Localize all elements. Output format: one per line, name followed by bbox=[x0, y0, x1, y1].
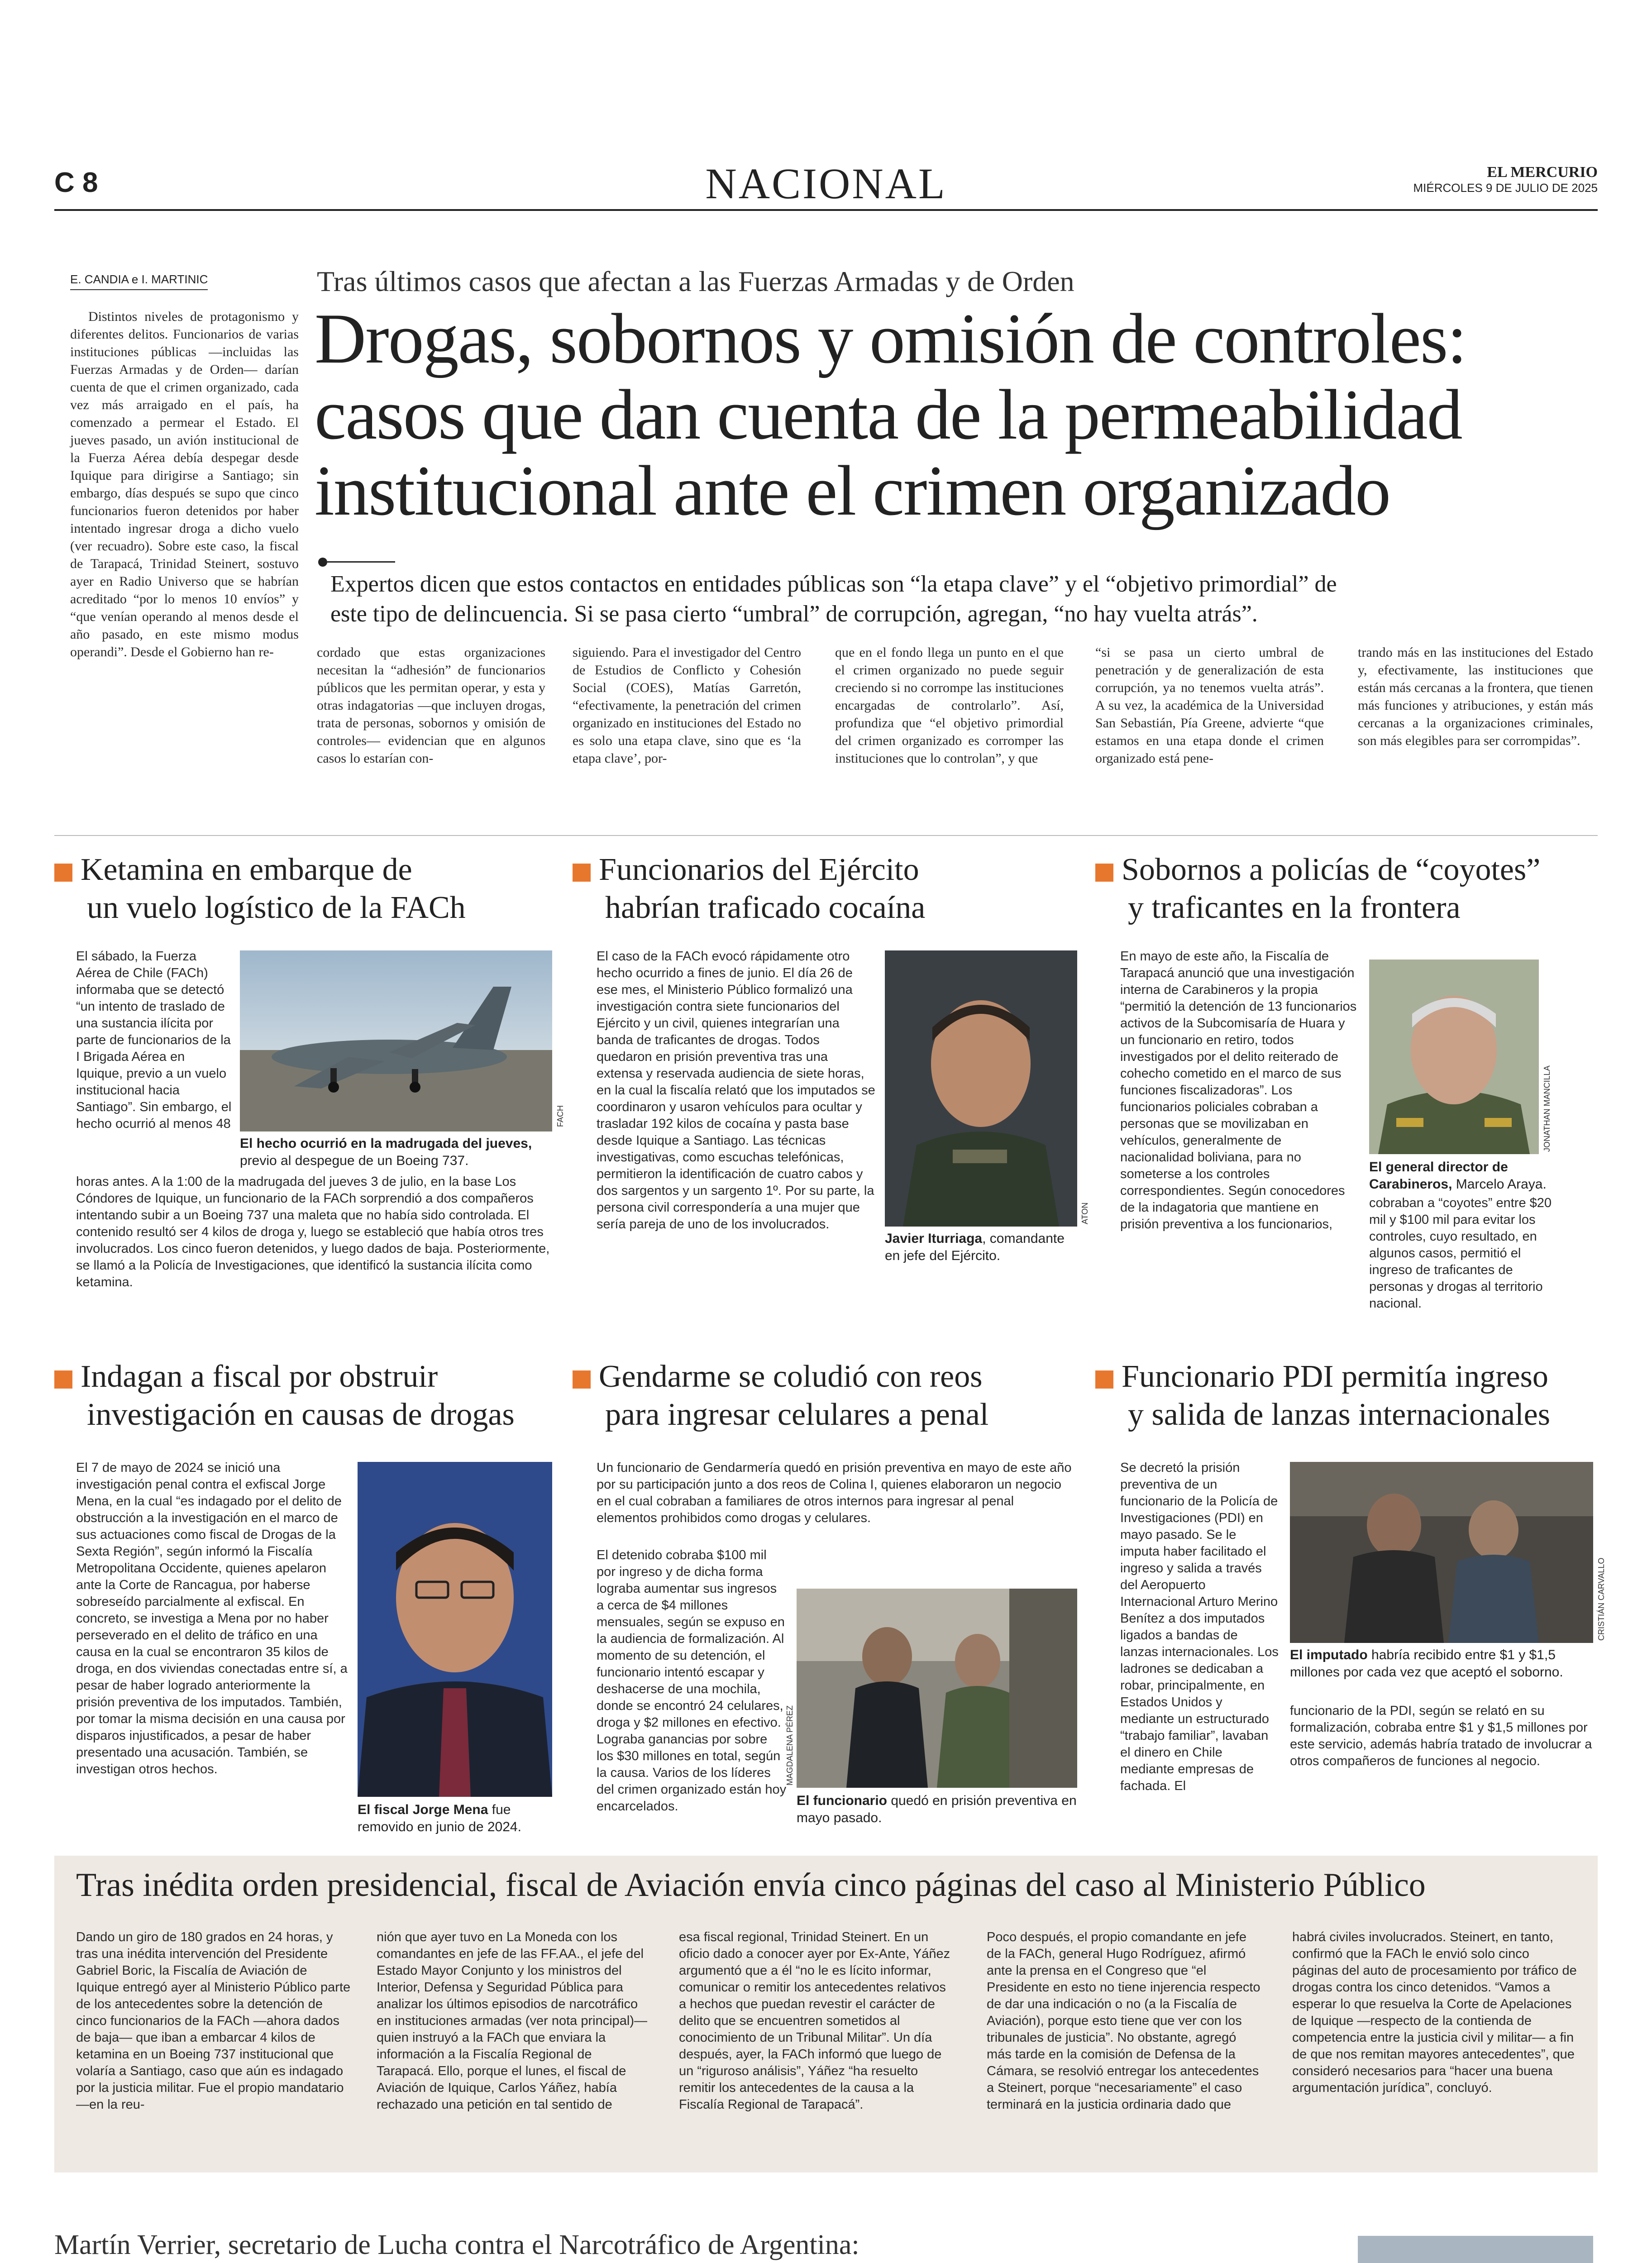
portrait-icon bbox=[1358, 2236, 1593, 2263]
orange-square-icon bbox=[54, 864, 72, 882]
box-pdi-body-b: funcionario de la PDI, según se relató en su formalización, cobraba entre $1 y $1,5 millones por este servicio, además habría tratado de involucrar a otros compañeros de funciones al negocio. bbox=[1290, 1704, 1592, 1768]
box-ejercito-body: El caso de la FACh evocó rápidamente otro hecho ocurrido a fines de junio. El día 26 de ese mes, el Ministerio Público formalizó una investigación contra siete funcionarios del Ejército y un civil, quienes integrarían una banda de traficantes de drogas. Todos quedaron en prisión preventiva tras una extensa y reservada audiencia de siete horas, en la cual la fiscalía relató que los imputados se coordinaron y usaron vehículos para ocultar y trasladar 192 kilos de cocaína y pasta base desde Iquique a Santiago. Las técnicas investigativas, como escuchas telefónicas, permitieron la identificación de cuatro cabos y dos sargentos y un sargento 1º. Por su parte, la persona civil correspondería a una mujer que sería pareja de uno de los involucrados. bbox=[597, 949, 875, 1232]
page-number: C 8 bbox=[54, 167, 98, 198]
kicker: Tras últimos casos que afectan a las Fuerzas Armadas y de Orden bbox=[317, 265, 1074, 297]
box-sobornos-caption: El general director de Carabineros, Marcelo Araya. bbox=[1369, 1160, 1547, 1192]
section-name: NACIONAL bbox=[705, 159, 947, 208]
fiscal-col-5: habrá civiles involucrados. Steinert, en tanto, confirmó que la FACh le envió solo cinco páginas del auto de procesamiento por tráfico de drogas contra los cinco detenidos. “Vamos a esperar lo que resuelva la Corte de Apelaciones de Iquique —respecto de la contienda de competencia entre la justicia civil y militar— a fin de que nos remitan mayores antecedentes”, que consideró necesarios para “hacer una buena argumentación jurídica”, concluyó. bbox=[1292, 1930, 1577, 2095]
verrier-photo bbox=[1358, 2236, 1593, 2263]
deck bbox=[330, 569, 1337, 629]
box-fiscal-title: Indagan a fiscal por obstruir investigación en causas de drogas bbox=[54, 1358, 515, 1434]
airplane-icon bbox=[240, 950, 552, 1132]
fiscal-col-1: Dando un giro de 180 grados en 24 horas, y tras una inédita intervención del Presidente Gabriel Boric, la Fiscalía de Aviación de Iquique entregó ayer al Ministerio Público parte de los antecedentes sobre la detención de cinco funcionarios de la FACh —ahora dados de baja— que iban a embarcar 4 kilos de ketamina en un Boeing 737 institucional que volaría a Santiago, caso que aún es indagado por la justicia militar. Fue el propio mandatario —en la reu- bbox=[76, 1930, 351, 2112]
fiscal-col-4: Poco después, el propio comandante en jefe de la FACh, general Hugo Rodríguez, afirmó ante la prensa en el Congreso que “el Presidente en esto no tiene injerencia respecto de dar una indicación o no (a la Fiscalía de Aviación), porque esto tiene que ver con los tribunales de justicia”. No obstante, agregó más tarde en la comisión de Defensa de la Cámara, se resolvió entregar los antecedentes a Steinert, porque “necesariamente” el caso terminará en la justicia ordinaria dado que bbox=[987, 1930, 1260, 2112]
box-gendarme-body-b: El detenido cobraba $100 mil por ingreso y de dicha forma lograba aumentar sus ingresos a cerca de $4 millones mensuales, según se expuso en la audiencia de formalización. Al momento de su detención, el funcionario intentó escapar y deshacerse de una mochila, donde se encontró 24 celulares, droga y $2 millones en efectivo. Lograba ganancias por sobre los $30 millones en total, según la causa. Varios de los líderes del crimen organizado están hoy encarcelados. bbox=[597, 1548, 787, 1814]
main-col-4: que en el fondo llega un punto en el que el crimen organizado no puede seguir creciendo si no corrompe las instituciones encargadas de controlarlo”. Así, profundiza que “el objetivo primordial del crimen organizado es corromper las instituciones que lo controlan”, y que bbox=[835, 645, 1064, 766]
portrait-icon bbox=[1369, 960, 1539, 1154]
photo-credit: FACH bbox=[556, 1105, 565, 1127]
box-sobornos-title: Sobornos a policías de “coyotes” y traficantes en la frontera bbox=[1095, 851, 1540, 927]
header-rule bbox=[54, 209, 1598, 211]
arrest-scene-icon bbox=[797, 1589, 1077, 1788]
orange-square-icon bbox=[573, 1370, 591, 1389]
headline bbox=[315, 301, 1466, 529]
interview-kicker: Martín Verrier, secretario de Lucha contra el Narcotráfico de Argentina: bbox=[54, 2230, 859, 2260]
box-ketamina-body-a: El sábado, la Fuerza Aérea de Chile (FACh) informaba que se detectó “un intento de traslado de una sustancia ilícita por parte de funcionarios de la I Brigada Aérea en Iquique, previo a un vuelo institucional hacia Santiago”. Sin embargo, el hecho ocurrió al menos 48 bbox=[76, 949, 232, 1131]
box-fiscal-caption: El fiscal Jorge Mena fue removido en junio de 2024. bbox=[358, 1802, 521, 1834]
fiscal-col-2: nión que ayer tuvo en La Moneda con los comandantes en jefe de las FF.AA., el jefe del Estado Mayor Conjunto y los ministros del Interior, Defensa y Seguridad Pública para analizar los últimos episodios de narcotráfico en instituciones armadas (ver nota principal)— quien instruyó a la FACh que enviara la información a la Fiscalía Regional de Tarapacá. Ello, porque el lunes, el fiscal de Aviación de Iquique, Carlos Yáñez, había rechazado una petición en tal sentido de bbox=[377, 1930, 647, 2112]
box-sobornos-body-b: cobraban a “coyotes” entre $20 mil y $100 mil para evitar los controles, cuyo resultado, en algunos casos, permitió el ingreso de traficantes de personas y drogas al territorio nacional. bbox=[1369, 1196, 1552, 1311]
deck-line-2: este tipo de delincuencia. Si se pasa cierto “umbral” de corrupción, agregan, “no hay vuelta atrás”. bbox=[330, 601, 1258, 627]
headline-line-1: Drogas, sobornos y omisión de controles: bbox=[315, 299, 1466, 378]
main-col-2: cordado que estas organizaciones necesitan la “adhesión” de funcionarios públicos que les permitan operar, y esta y otras indagatorias —que incluyen drogas, trata de personas, sobornos y omisión de controles— evidencian que en algunos casos lo estarían con- bbox=[317, 645, 545, 766]
araya-photo bbox=[1369, 960, 1539, 1154]
byline: E. CANDIA e I. MARTINIC bbox=[70, 272, 208, 290]
box-ketamina-title: Ketamina en embarque de un vuelo logístico de la FACh bbox=[54, 851, 466, 927]
main-col-5: “si se pasa un cierto umbral de penetración y de generalización de esta corrupción, ya no tenemos vuelta atrás”. A su vez, la académica de la Universidad San Sebastián, Pía Greene, advierte “que estamos en una etapa donde el crimen organizado está pene- bbox=[1095, 645, 1324, 766]
box-sobornos-body-a: En mayo de este año, la Fiscalía de Tarapacá anunció que una investigación interna de Carabineros y la propia “permitió la detención de 13 funcionarios activos de la Subcomisaría de Huara y un funcionario en retiro, todos investigados por el delito reiterado de cohecho cometido en el marco de sus funciones fiscalizadoras”. Los funcionarios policiales cobraban a personas que se movilizaban en vehículos, generalmente de nacionalidad boliviana, para no someterse a los controles correspondientes. Según conocedores de la indagatoria que mantiene en prisión preventiva a los funcionarios, bbox=[1120, 949, 1357, 1232]
mena-photo bbox=[358, 1462, 552, 1797]
photo-credit: ATON bbox=[1080, 1202, 1089, 1224]
headline-line-2: casos que dan cuenta de la permeabilidad bbox=[315, 375, 1462, 454]
photo-credit: MAGDALENA PÉREZ bbox=[785, 1705, 794, 1786]
portrait-icon bbox=[885, 950, 1077, 1227]
fiscal-box-title: Tras inédita orden presidencial, fiscal de Aviación envía cinco páginas del caso al Ministerio Público bbox=[76, 1867, 1426, 1904]
fach-plane-photo bbox=[240, 950, 552, 1132]
headline-line-3: institucional ante el crimen organizado bbox=[315, 451, 1390, 530]
fiscal-col-3: esa fiscal regional, Trinidad Steinert. En un oficio dado a conocer ayer por Ex-Ante, Yáñez argumentó que a él “no le es lícito informar, comunicar o remitir los antecedentes relativos a hechos que puedan revestir el carácter de delito que se encuentren sometidos al conocimiento de un Tribunal Militar”. Un día después, ayer, la FACh informó que luego de un “riguroso análisis”, Yáñez “ha resuelto remitir los antecedentes de la causa a la Fiscalía Regional de Tarapacá”. bbox=[679, 1930, 950, 2112]
box-ketamina-caption: El hecho ocurrió en la madrugada del jueves, previo al despegue de un Boeing 737. bbox=[240, 1136, 532, 1168]
box-pdi-title: Funcionario PDI permitía ingreso y salida de lanzas internacionales bbox=[1095, 1358, 1550, 1434]
orange-square-icon bbox=[573, 864, 591, 882]
photo-credit: JONATHAN MANCILLA bbox=[1542, 1065, 1552, 1152]
box-gendarme-caption: El funcionario quedó en prisión preventiva en mayo pasado. bbox=[797, 1793, 1077, 1825]
main-col-3: siguiendo. Para el investigador del Centro de Estudios de Conflicto y Cohesión Social (COES), Matías Garretón, “efectivamente, la penetración del crimen organizado en instituciones del Estado no es solo una etapa clave, sino que es ‘la etapa clave’, por- bbox=[573, 645, 801, 766]
orange-square-icon bbox=[1095, 1370, 1113, 1389]
photo-credit: CRISTIÁN CARVALLO bbox=[1597, 1557, 1606, 1641]
deck-line-1: Expertos dicen que estos contactos en entidades públicas son “la etapa clave” y el “objetivo primordial” de bbox=[330, 571, 1337, 597]
orange-square-icon bbox=[1095, 864, 1113, 882]
portrait-icon bbox=[358, 1462, 552, 1797]
orange-square-icon bbox=[54, 1370, 72, 1389]
pdi-photo bbox=[1290, 1462, 1593, 1643]
deck-rule bbox=[327, 561, 395, 563]
box-fiscal-body: El 7 de mayo de 2024 se inició una investigación penal contra el exfiscal Jorge Mena, en la cual “es indagado por el delito de obstrucción a la investigación en el marco de sus actuaciones como fiscal de Drogas de la Sexta Región”, según informó la Fiscalía Metropolitana Occidente, quienes apelaron ante la Corte de Rancagua, por haberse sobreseído parcialmente al exfiscal. En concreto, se investiga a Mena por no haber perseverado en el delito de tráfico en una causa en la cual se encontraron 35 kilos de droga, en dos viviendas conectadas entre sí, a pesar de haber logrado anteriormente la prisión preventiva de los imputados. También, por tomar la misma decisión en una causa por disparos injustificados, a pesar de haber presentado una acusación. También, se investigan otros hechos. bbox=[76, 1461, 348, 1776]
box-ejercito-caption: Javier Iturriaga, comandante en jefe del Ejército. bbox=[885, 1231, 1065, 1263]
box-gendarme-title: Gendarme se coludió con reos para ingresar celulares a penal bbox=[573, 1358, 988, 1434]
box-ketamina-body-b: horas antes. A la 1:00 de la madrugada del jueves 3 de julio, en la base Los Cóndores de Iquique, un funcionario de la FACh sorprendió a dos compañeros intentando subir a un Boeing 737 una maleta que no había sido controlada. El contenido resultó ser 4 kilos de droga y, luego se estableció que había otros tres involucrados. Los cinco fueron detenidos, y luego dados de baja. Posteriormente, se llamó a la Policía de Investigaciones, que identificó la sustancia ilícita como ketamina. bbox=[76, 1174, 550, 1289]
box-pdi-body-a: Se decretó la prisión preventiva de un funcionario de la Policía de Investigaciones (PDI) en mayo pasado. Se le imputa haber facilitado el ingreso y salida a través del Aeropuerto Internacional Arturo Merino Benítez a dos imputados ligados a bandas de lanzas internacionales. Los ladrones se dedicaban a robar, principalmente, en Estados Unidos y mediante un estructurado “trabajo familiar”, lavaban el dinero en Chile mediante empresas de fachada. El bbox=[1120, 1461, 1279, 1793]
box-gendarme-body-a: Un funcionario de Gendarmería quedó en prisión preventiva en mayo de este año por su participación junto a dos reos de Colina I, quienes elaboraron un negocio en el cual cobraban a familiares de otros internos para ingresar al penal elementos prohibidos como drogas y celulares. bbox=[597, 1461, 1072, 1525]
box-pdi-caption: El imputado habría recibido entre $1 y $1,5 millones por cada vez que aceptó el soborno. bbox=[1290, 1647, 1563, 1680]
main-divider bbox=[54, 835, 1598, 836]
main-col-6: trando más en las instituciones del Estado y, efectivamente, las instituciones que están más cercanas a la frontera, que tienen más funciones y atribuciones, y están más cercanas a la organizaciones criminales, son más elegibles para ser corrompidas”. bbox=[1358, 645, 1593, 748]
main-col-1: Distintos niveles de protagonismo y diferentes delitos. Funcionarios de varias instituciones públicas —incluidas las Fuerzas Armadas y de Orden— darían cuenta de que el crimen organizado, cada vez más arraigado en el país, ha comenzado a permear el Estado. El jueves pasado, un avión institucional de la Fuerza Aérea debía despegar desde Iquique para dirigirse a Santiago; sin embargo, días después se supo que cinco funcionarios fueron detenidos por haber intentado ingresar droga a dicho vuelo (ver recuadro). Sobre este caso, la fiscal de Tarapacá, Trinidad Steinert, sostuvo ayer en Radio Universo que se habrían acreditado “por lo menos 10 envíos” y “que venían operando al menos desde el año pasado, en este mismo modus operandi”. Desde el Gobierno han re- bbox=[70, 309, 299, 659]
iturriaga-photo bbox=[885, 950, 1077, 1227]
paper-name: EL MERCURIO bbox=[1487, 164, 1598, 181]
deck-bullet bbox=[318, 558, 327, 567]
arrest-scene-icon bbox=[1290, 1462, 1593, 1643]
box-ejercito-title: Funcionarios del Ejército habrían traficado cocaína bbox=[573, 851, 925, 927]
gendarme-photo bbox=[797, 1589, 1077, 1788]
issue-date: MIÉRCOLES 9 DE JULIO DE 2025 bbox=[1413, 181, 1598, 195]
